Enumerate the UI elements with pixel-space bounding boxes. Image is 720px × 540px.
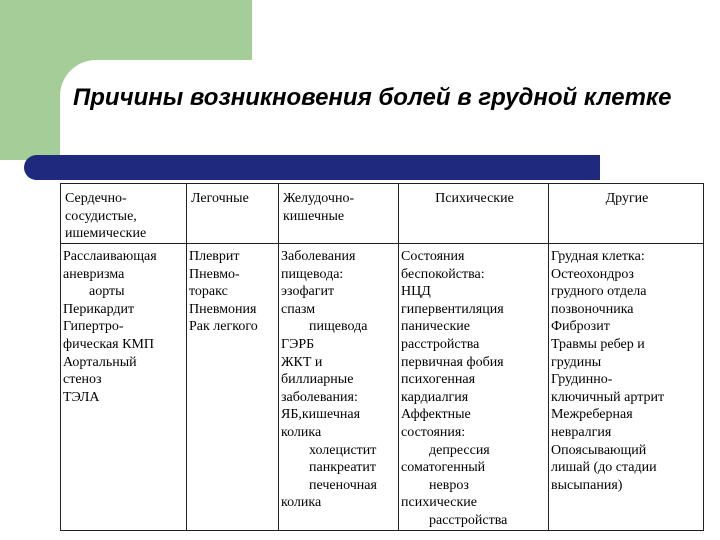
table-body-row [61,244,704,531]
cell-gastrointestinal [279,244,399,531]
cell-line: печеночная [309,477,377,493]
cell-line: грудного отдела [551,284,647,300]
cell-line: Аортальный [63,354,137,370]
causes-table [60,183,704,531]
cell-line: ТЭЛА [63,389,100,405]
cell-line: Расслаивающая [63,249,157,264]
header-gastrointestinal [279,184,399,244]
cell-line: невралгия [551,424,612,440]
cell-line: высыпания) [551,477,623,493]
cell-line: пищевода [309,319,368,335]
cell-line: Грудинно- [551,372,613,388]
cell-line: беспокойства: [401,266,485,282]
cell-line: Фиброзит [551,319,610,335]
cell-line: позвоночника [551,301,634,317]
cell-line: соматогенный [401,460,486,476]
cell-line: невроз [429,477,469,493]
header-line: Сердечно- [65,191,127,206]
cell-line: состояния: [401,424,466,440]
cell-line: панические [401,319,471,335]
cell-line: Перикардит [63,301,135,317]
header-pulmonary [187,184,279,244]
header-line: Другие [605,191,649,206]
cell-line: расстройства [401,336,480,352]
cell-line: торакс [189,284,228,300]
cell-line: Заболевания [281,249,356,264]
cell-line: панкреатит [309,460,376,476]
cell-line: Остеохондроз [551,266,634,282]
header-other [549,184,704,244]
cell-line: ЖКТ и [281,354,323,370]
cell-line: ЯБ,кишечная [281,407,361,423]
cell-line: Рак легкого [189,319,258,335]
cell-line: депрессия [429,442,490,458]
cell-psychiatric [399,244,549,531]
cell-line: Аффектные [401,407,471,423]
header-line: Желудочно- [283,191,355,206]
header-line: Психические [435,191,514,206]
cell-pulmonary [187,244,279,531]
cell-line: Грудная клетка: [551,249,645,264]
cell-line: психические [401,495,478,511]
cell-line: лишай (до стадии [551,460,657,476]
slide-title: Причины возникновения болей в грудной клетке [73,84,672,111]
cell-line: Межреберная [551,407,633,423]
cell-line: грудины [551,354,602,370]
cell-line: Пневмония [189,301,257,317]
cell-line: фическая КМП [63,336,155,352]
cell-line: Гипертро- [63,319,124,335]
cell-line: кардиалгия [401,389,469,405]
cell-line: спазм [281,301,316,317]
cell-line: ГЭРБ [281,336,315,352]
cell-cardiovascular [61,244,187,531]
header-line: Легочные [191,191,249,206]
cell-line: Плеврит [189,249,240,264]
cell-line: Пневмо- [189,266,240,282]
cell-line: эзофагит [281,284,335,300]
cell-line: психогенная [401,372,476,388]
cell-line: заболевания: [281,389,358,405]
cell-line: стеноз [63,372,102,388]
cell-line: колика [281,495,322,511]
header-cardiovascular [61,184,187,244]
cell-line: Травмы ребер и [551,336,645,352]
cell-line: Опоясывающий [551,442,647,458]
title-underline-bar [24,155,600,180]
cell-line: холецистит [309,442,377,458]
cell-line: биллиарные [281,372,354,388]
cell-line: НЦД [401,284,431,300]
cell-line: ключичный артрит [551,389,665,405]
header-line: ишемические [65,226,147,242]
header-line: кишечные [283,208,345,224]
cell-line: пищевода: [281,266,344,282]
cell-line: колика [281,424,322,440]
cell-line: расстройства [429,512,508,528]
cell-line: аорты [89,284,125,300]
cell-line: первичная фобия [401,354,504,370]
cell-line: Состояния [401,249,465,264]
table-header-row [61,184,704,244]
cell-line: аневризма [63,266,125,282]
header-psychiatric [399,184,549,244]
cell-other [549,244,704,531]
header-line: сосудистые, [65,208,137,224]
cell-line: гипервентиляция [401,301,504,317]
